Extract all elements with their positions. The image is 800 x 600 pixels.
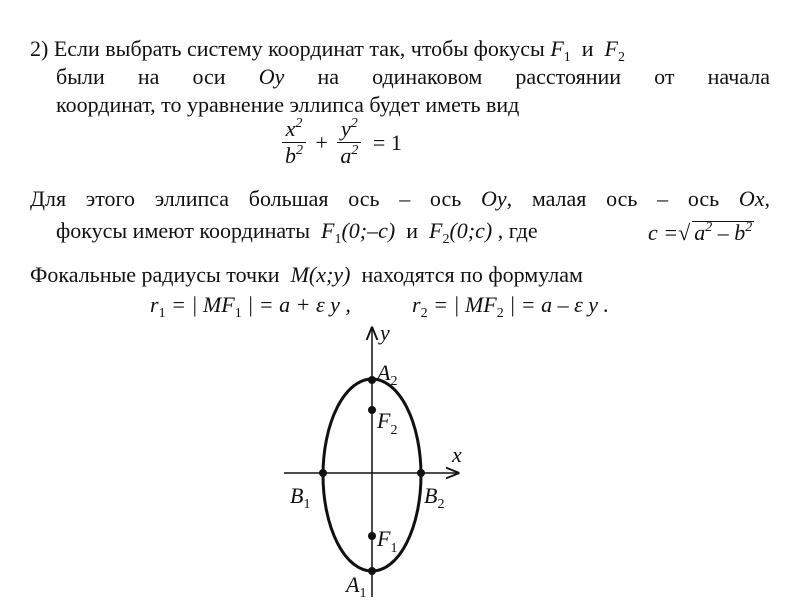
label-a2-sub: 2	[390, 374, 398, 389]
f1-coords: (0;–c)	[341, 218, 396, 243]
c-exp-b: 2	[745, 220, 753, 235]
eq-exp1: 2	[295, 116, 303, 131]
label-b1	[290, 483, 310, 512]
label-f2-letter: F	[377, 408, 391, 433]
label-b1-sub: 1	[303, 497, 311, 512]
eq-num2: y	[341, 116, 351, 141]
r2-rhs: | = a – ε y .	[509, 292, 610, 317]
r2-expr-sub: 2	[496, 306, 504, 321]
para1-line3: координат, то уравнение эллипса будет иметь вид	[56, 92, 520, 117]
eq-rhs: = 1	[372, 129, 402, 155]
label-a1-sub: 1	[359, 586, 367, 600]
minor-axis: Ox	[738, 186, 765, 211]
eq-den1: b	[285, 143, 296, 168]
c-formula-a: a	[694, 220, 706, 245]
c-formula-lhs: c =	[648, 220, 679, 245]
eq-num1: x	[285, 116, 296, 141]
f2-symbol: F	[429, 218, 443, 243]
label-f2-sub: 2	[390, 423, 398, 438]
point-f1	[368, 532, 376, 540]
para2-where: , где	[497, 218, 538, 243]
f1-sub: 1	[334, 232, 342, 247]
r1-rhs: | = a + ε y ,	[247, 292, 351, 317]
label-a2	[375, 360, 397, 389]
label-b1-letter: B	[290, 483, 304, 508]
focus1-sub: 1	[563, 50, 571, 65]
para3-text-a: Фокальные радиусы точки	[30, 262, 280, 287]
para1-line2-a: были на оси	[56, 64, 226, 89]
r1-symbol: r	[150, 292, 159, 317]
para1-axis: Oy	[258, 64, 285, 89]
x-axis-label: x	[452, 442, 462, 467]
eq-exp3: 2	[350, 116, 358, 131]
para2-line1-a: Для этого эллипса большая ось – ось	[30, 186, 462, 211]
label-a2-letter: A	[377, 360, 391, 385]
eq-den2: a	[340, 143, 352, 168]
para1-and: и	[581, 36, 594, 61]
focus2-symbol: F	[604, 36, 618, 61]
f2-coords: (0;c)	[449, 218, 493, 243]
label-b2-letter: B	[424, 483, 438, 508]
c-formula-b: b	[734, 220, 746, 245]
para2-line1-b: , малая ось – ось	[506, 186, 720, 211]
label-f2	[376, 408, 397, 438]
para1-line2-b: на одинаковом расстоянии от начала	[317, 64, 770, 89]
r1-expr: = | MF	[171, 292, 235, 317]
eq-exp4: 2	[351, 143, 359, 158]
label-f1-sub: 1	[390, 541, 398, 556]
point-m: M(x;y)	[290, 262, 351, 287]
label-b2	[424, 483, 444, 512]
r1-expr-sub: 1	[234, 306, 242, 321]
eq-exp2: 2	[296, 143, 303, 158]
f2-sub: 2	[442, 232, 450, 247]
focus1-symbol: F	[550, 36, 564, 61]
point-b2	[417, 469, 425, 477]
point-a1	[368, 567, 376, 575]
point-b1	[319, 469, 327, 477]
para2-line2-a: фокусы имеют координаты	[56, 218, 311, 243]
point-f2	[368, 406, 376, 414]
eq-plus: +	[315, 129, 328, 155]
label-f1-letter: F	[377, 526, 391, 551]
r2-symbol: r	[412, 292, 421, 317]
para1-prefix: 2) Если выбрать систему координат так, чтобы фокусы	[30, 36, 545, 61]
label-a1-letter: A	[346, 572, 360, 597]
label-b2-sub: 2	[437, 497, 445, 512]
para2-line1-c: ,	[764, 186, 771, 211]
c-formula-minus: –	[717, 220, 729, 245]
f1-symbol: F	[321, 218, 335, 243]
focus2-sub: 2	[618, 50, 625, 65]
para3-text-b: находятся по формулам	[361, 262, 583, 287]
c-exp-a: 2	[705, 220, 713, 235]
c-formula: c =√ $a^2 - b^2$	[648, 220, 753, 245]
point-a2	[368, 376, 376, 384]
para2-and: и	[406, 218, 418, 243]
label-a1	[344, 572, 366, 600]
r2-sub: 2	[420, 306, 428, 321]
r2-expr: = | MF	[433, 292, 497, 317]
label-f1	[376, 526, 397, 556]
r1-sub: 1	[158, 306, 166, 321]
y-axis-label: y	[380, 320, 390, 345]
major-axis: Oy	[480, 186, 507, 211]
